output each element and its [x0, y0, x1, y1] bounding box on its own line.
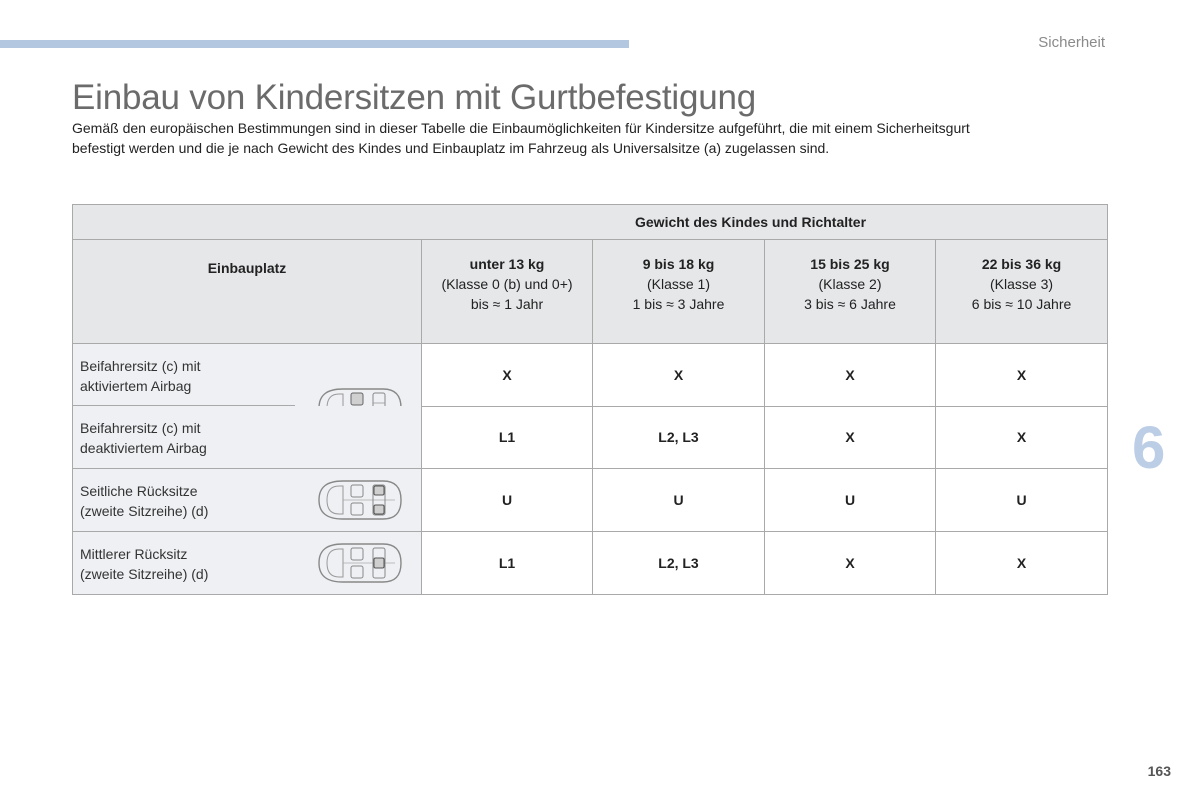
table-cell: X — [765, 344, 936, 407]
table-cell: X — [936, 344, 1108, 407]
row-label-line: aktiviertem Airbag — [80, 378, 192, 394]
section-title: Sicherheit — [1038, 34, 1105, 51]
table-cell: X — [936, 532, 1108, 595]
car-rear-middle-seat-icon — [313, 540, 405, 586]
row-label-cell — [73, 406, 422, 469]
row-label-cell — [73, 344, 422, 407]
column-weight: 22 bis 36 kg — [981, 256, 1062, 272]
row-label-line: (zweite Sitzreihe) (d) — [80, 503, 209, 519]
table-cell: U — [936, 469, 1108, 532]
column-age: 1 bis ≈ 3 Jahre — [632, 296, 725, 312]
row-label — [80, 418, 207, 458]
column-weight: 15 bis 25 kg — [810, 256, 890, 272]
column-age: 6 bis ≈ 10 Jahre — [971, 296, 1072, 312]
table-row — [73, 406, 1108, 469]
table-cell: L2, L3 — [593, 406, 765, 469]
table-cell: X — [765, 532, 936, 595]
table-row — [73, 344, 1108, 407]
row-label — [80, 544, 208, 584]
intro-line-1: Gemäß den europäischen Bestimmungen sind in dieser Tabelle die Einbaumöglichkeiten für Kindersitze aufgeführt, die mit einem Sicherheitsgurt — [72, 120, 970, 136]
table-cell: X — [593, 344, 765, 407]
row-label-line: Seitliche Rücksitze — [80, 483, 198, 499]
column-header — [765, 240, 936, 344]
page-number: 163 — [1147, 763, 1171, 779]
table-cell: L1 — [422, 532, 593, 595]
row-label — [80, 481, 208, 521]
place-header: Einbauplatz — [73, 240, 422, 344]
row-label-line: Mittlerer Rücksitz — [80, 546, 188, 562]
table-row — [73, 469, 1108, 532]
table-row — [73, 532, 1108, 595]
table-cell: X — [422, 344, 593, 407]
column-class: (Klasse 3) — [990, 276, 1054, 292]
column-header — [936, 240, 1108, 344]
header-accent-bar — [0, 40, 629, 48]
row-label — [80, 356, 201, 396]
weight-group-header: Gewicht des Kindes und Richtalter — [73, 205, 1108, 240]
chapter-number: 6 — [1132, 414, 1166, 481]
row-label-cell — [73, 532, 422, 595]
column-class: (Klasse 1) — [646, 276, 711, 292]
column-class: (Klasse 0 (b) und 0+) — [441, 276, 573, 292]
row-label-line: Beifahrersitz (c) mit — [80, 420, 201, 436]
table-cell: L1 — [422, 406, 593, 469]
intro-line-2: befestigt werden und die je nach Gewicht des Kindes und Einbauplatz im Fahrzeug als Universalsitze (a) zugelassen sind. — [72, 140, 830, 156]
table-cell: X — [765, 406, 936, 469]
intro-paragraph — [72, 118, 1112, 158]
column-header — [593, 240, 765, 344]
row-label-cell — [73, 469, 422, 532]
column-age: bis ≈ 1 Jahr — [470, 296, 544, 312]
column-header — [422, 240, 593, 344]
table-cell: X — [936, 406, 1108, 469]
row-label-line: deaktiviertem Airbag — [80, 440, 207, 456]
page-title: Einbau von Kindersitzen mit Gurtbefestigung — [72, 78, 757, 117]
table-cell: U — [422, 469, 593, 532]
column-age: 3 bis ≈ 6 Jahre — [804, 296, 896, 312]
table-cell: U — [593, 469, 765, 532]
column-weight: 9 bis 18 kg — [642, 256, 715, 272]
row-label-line: (zweite Sitzreihe) (d) — [80, 566, 209, 582]
car-rear-side-seats-icon — [313, 477, 405, 523]
column-weight: unter 13 kg — [469, 256, 545, 272]
row-label-line: Beifahrersitz (c) mit — [80, 358, 201, 374]
child-seat-table — [72, 204, 1108, 595]
column-class: (Klasse 2) — [818, 276, 882, 292]
table-cell: U — [765, 469, 936, 532]
table-cell: L2, L3 — [593, 532, 765, 595]
